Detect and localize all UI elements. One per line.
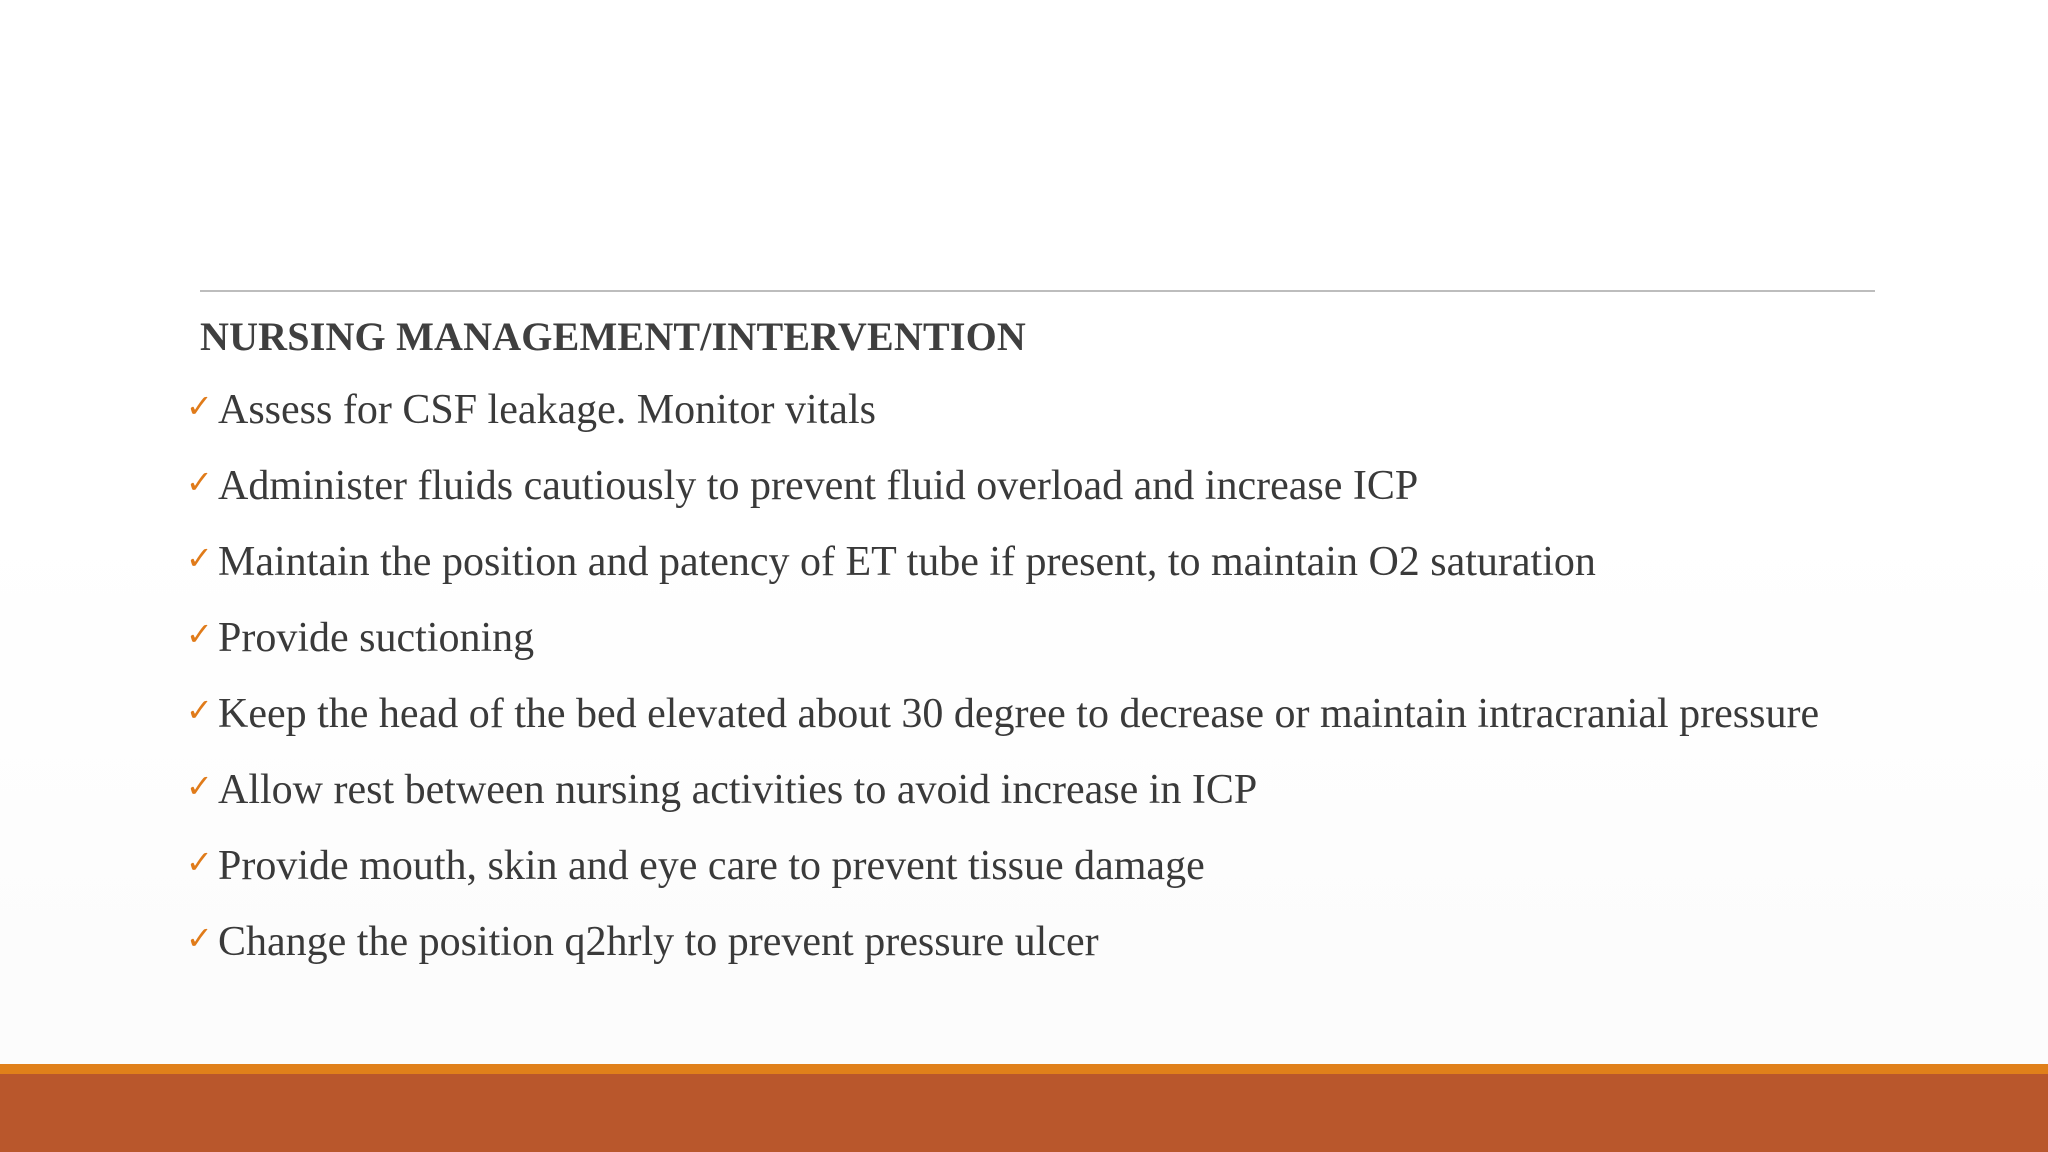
footer-accent-stripe xyxy=(0,1064,2048,1074)
checkmark-icon: ✓ xyxy=(186,463,213,501)
list-item xyxy=(186,612,1819,688)
bullet-text: Maintain the position and patency of ET tube if present, to maintain O2 saturation xyxy=(218,539,1596,585)
bullet-text: Administer fluids cautiously to prevent fluid overload and increase ICP xyxy=(218,463,1419,509)
checkmark-icon: ✓ xyxy=(186,691,213,729)
list-item xyxy=(186,840,1819,916)
list-item xyxy=(186,916,1819,992)
list-item xyxy=(186,536,1819,612)
bullet-text: Change the position q2hrly to prevent pressure ulcer xyxy=(218,919,1099,965)
title-divider xyxy=(200,290,1875,292)
bullet-text: Provide mouth, skin and eye care to prevent tissue damage xyxy=(218,843,1205,889)
bullet-text: Allow rest between nursing activities to avoid increase in ICP xyxy=(218,767,1258,813)
list-item xyxy=(186,460,1819,536)
list-item xyxy=(186,688,1819,764)
list-item xyxy=(186,764,1819,840)
checkmark-icon: ✓ xyxy=(186,767,213,805)
bullet-text: Assess for CSF leakage. Monitor vitals xyxy=(218,387,876,433)
footer-band xyxy=(0,1074,2048,1152)
bullet-text: Keep the head of the bed elevated about 30 degree to decrease or maintain intracranial pressure xyxy=(218,691,1820,737)
list-item xyxy=(186,384,1819,460)
checkmark-icon: ✓ xyxy=(186,919,213,957)
checkmark-icon: ✓ xyxy=(186,387,213,425)
bullet-text: Provide suctioning xyxy=(218,615,535,661)
slide-heading: NURSING MANAGEMENT/INTERVENTION xyxy=(200,314,1026,359)
bullet-list xyxy=(186,384,1819,992)
checkmark-icon: ✓ xyxy=(186,539,213,577)
checkmark-icon: ✓ xyxy=(186,615,213,653)
checkmark-icon: ✓ xyxy=(186,843,213,881)
